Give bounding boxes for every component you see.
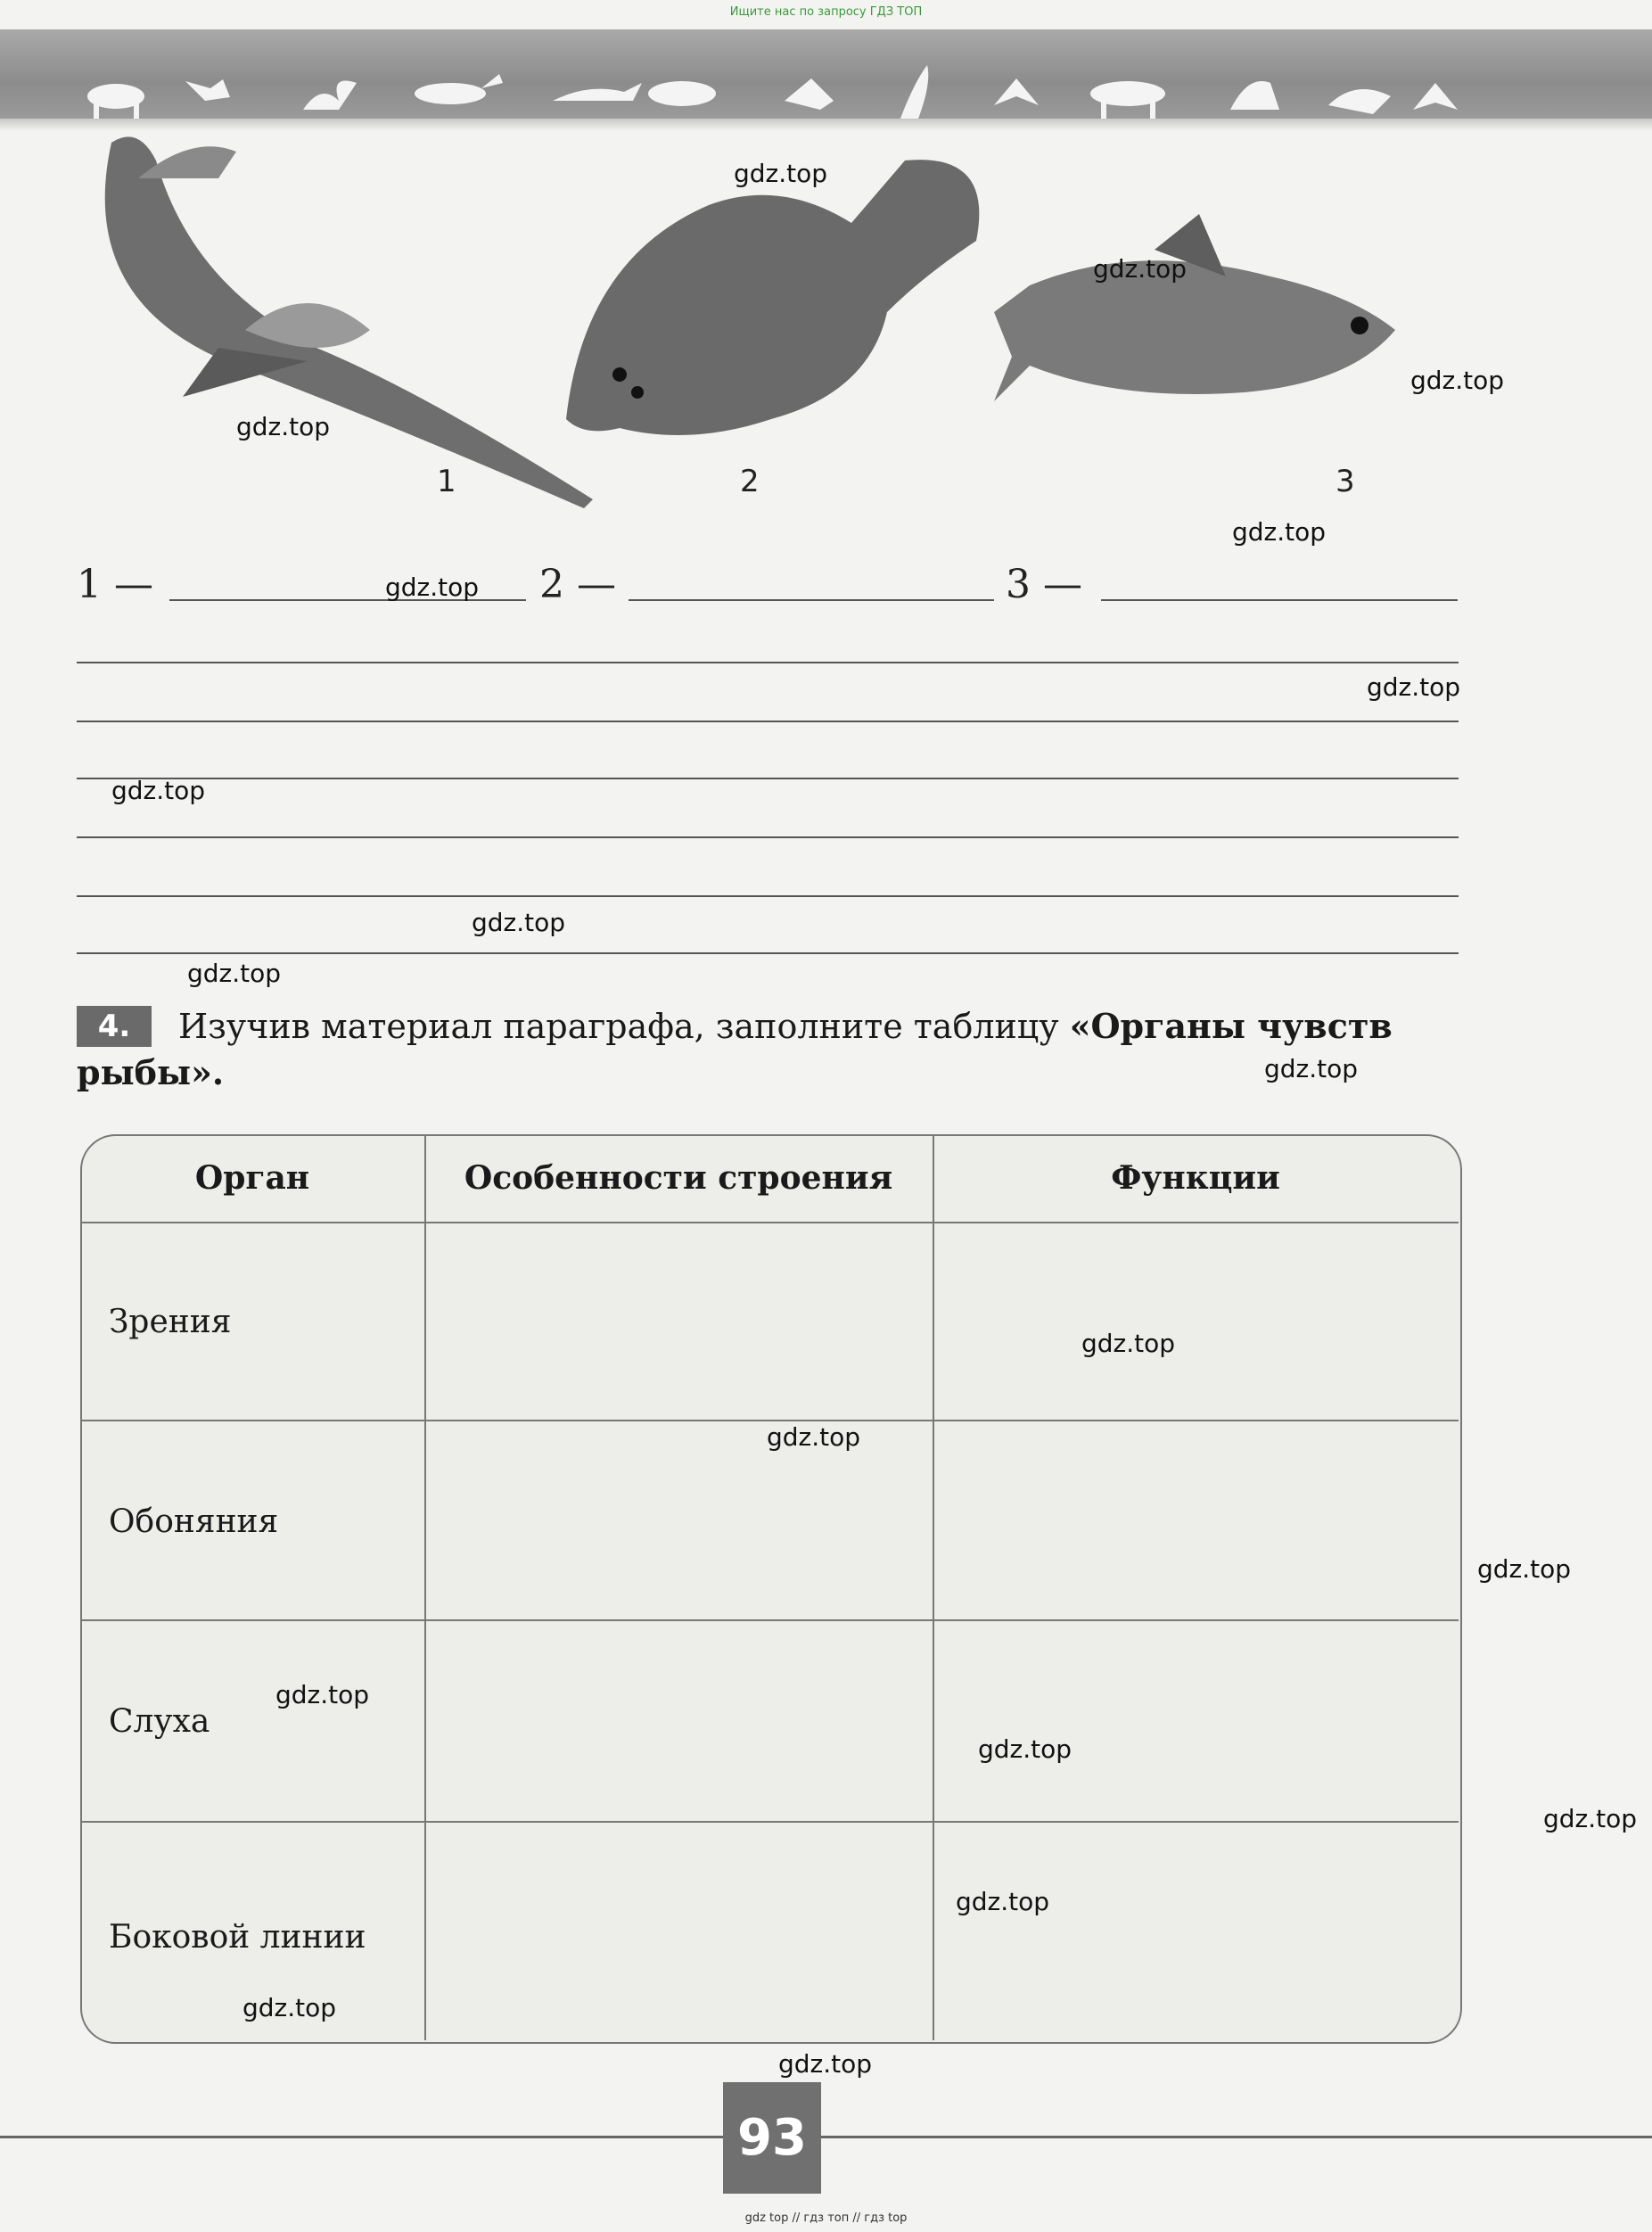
watermark: gdz.top	[1367, 672, 1461, 702]
watermark: gdz.top	[978, 1734, 1073, 1764]
task-text-bold: «Органы чувств	[1069, 1006, 1393, 1046]
bream-fish-icon	[994, 214, 1395, 401]
watermark: gdz.top	[1093, 254, 1188, 284]
watermark: gdz.top	[956, 1887, 1050, 1916]
table-row-divider-3	[80, 1821, 1459, 1823]
watermark: gdz.top	[1232, 517, 1327, 547]
watermark: gdz.top	[1410, 366, 1505, 395]
answer-label-2: 2 —	[539, 562, 616, 607]
flounder-fish-icon	[566, 160, 979, 435]
answer-line-9[interactable]	[77, 952, 1459, 954]
watermark: gdz.top	[1264, 1054, 1359, 1083]
bottom-note: gdz top // гдз топ // гдз top	[744, 2211, 908, 2225]
table-row-divider-2	[80, 1619, 1459, 1621]
table-header-divider	[80, 1222, 1459, 1223]
top-note: Ищите нас по запросу ГДЗ ТОП	[729, 5, 923, 19]
table-column-divider-2	[933, 1134, 934, 2040]
table-header-structure: Особенности строения	[464, 1159, 893, 1197]
answer-line-6[interactable]	[77, 778, 1459, 779]
answer-line-8[interactable]	[77, 895, 1459, 897]
watermark: gdz.top	[734, 159, 828, 188]
watermark: gdz.top	[111, 776, 206, 805]
page-number: 93	[723, 2082, 821, 2194]
table-row-hearing: Слуха	[109, 1703, 210, 1740]
watermark: gdz.top	[472, 908, 566, 937]
sense-organs-table	[80, 1134, 1462, 2044]
watermark: gdz.top	[1543, 1804, 1638, 1833]
table-row-vision: Зрения	[109, 1304, 232, 1340]
answer-field-3[interactable]	[1101, 599, 1458, 601]
watermark: gdz.top	[767, 1422, 861, 1452]
answer-line-7[interactable]	[77, 836, 1459, 838]
task-text-continued	[77, 1052, 224, 1092]
watermark: gdz.top	[187, 959, 282, 988]
task-text-plain: Изучив материал параграфа, заполните таблицу	[178, 1007, 1059, 1046]
footer-rule	[0, 2136, 1652, 2138]
sturgeon-fish-icon	[105, 136, 593, 508]
watermark: gdz.top	[236, 412, 331, 441]
watermark: gdz.top	[778, 2049, 873, 2079]
task-text	[178, 1001, 1462, 1052]
answer-field-2[interactable]	[629, 599, 994, 601]
answer-label-1: 1 —	[77, 562, 153, 607]
watermark: gdz.top	[242, 1993, 337, 2022]
table-column-divider-1	[424, 1134, 426, 2040]
watermark: gdz.top	[1477, 1554, 1572, 1584]
answer-line-5[interactable]	[77, 721, 1459, 722]
figure-label-1: 1	[437, 464, 456, 499]
animal-silhouettes-icon	[0, 29, 1652, 119]
table-row-lateral-line: Боковой линии	[109, 1919, 366, 1956]
answer-label-3: 3 —	[1006, 562, 1082, 607]
task-number-badge: 4.	[77, 1006, 152, 1047]
watermark: gdz.top	[1081, 1329, 1176, 1358]
table-header-functions: Функции	[1111, 1159, 1280, 1197]
header-banner	[0, 29, 1652, 119]
task-text-bold-end: рыбы»	[77, 1052, 212, 1092]
watermark: gdz.top	[275, 1680, 370, 1709]
figure-label-2: 2	[740, 464, 760, 499]
figure-label-3: 3	[1336, 464, 1355, 499]
table-row-smell: Обоняния	[109, 1503, 279, 1540]
task-text-end: .	[211, 1052, 225, 1092]
table-header-organ: Орган	[194, 1159, 310, 1197]
table-row-divider-1	[80, 1420, 1459, 1421]
answer-line-4[interactable]	[77, 662, 1459, 663]
watermark: gdz.top	[385, 572, 480, 602]
